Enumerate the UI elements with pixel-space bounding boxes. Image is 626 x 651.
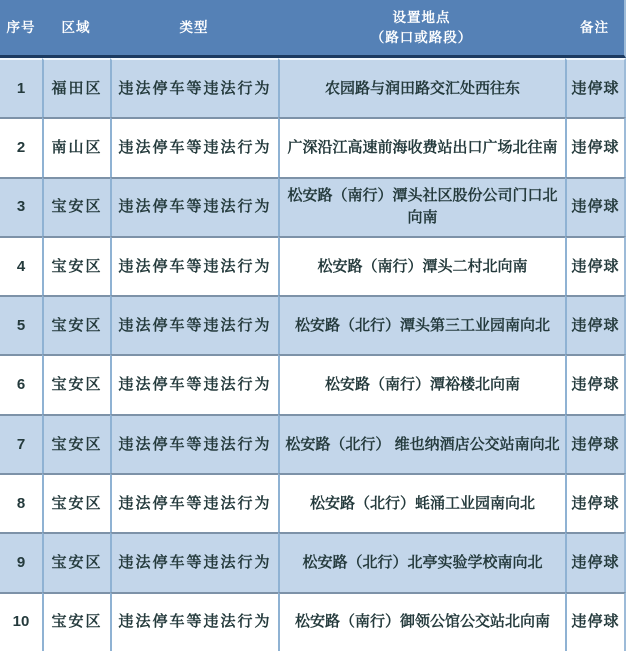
cell-district: 南山区 [42,117,110,176]
col-header-type: 类型 [110,0,278,58]
table-row [0,295,626,354]
cell-district: 宝安区 [42,295,110,354]
cell-type: 违法停车等违法行为 [110,473,278,532]
col-header-district: 区域 [42,0,110,58]
table-row [0,177,626,236]
table-row [0,592,626,651]
cell-district: 福田区 [42,58,110,117]
cell-location: 农园路与润田路交汇处西往东 [278,58,565,117]
cell-location: 松安路（北行）潭头第三工业园南向北 [278,295,565,354]
cell-index: 9 [0,532,42,591]
cell-type: 违法停车等违法行为 [110,354,278,413]
cell-district: 宝安区 [42,592,110,651]
cell-index: 8 [0,473,42,532]
cell-district: 宝安区 [42,473,110,532]
cell-remark: 违停球 [565,592,626,651]
col-header-location-line1: 设置地点 [392,9,451,25]
cell-type: 违法停车等违法行为 [110,236,278,295]
cell-district: 宝安区 [42,177,110,236]
table-row [0,117,626,176]
cell-location: 松安路（南行）御领公馆公交站北向南 [278,592,565,651]
cell-type: 违法停车等违法行为 [110,58,278,117]
col-header-index: 序号 [0,0,42,58]
table-row [0,354,626,413]
cell-district: 宝安区 [42,236,110,295]
cell-remark: 违停球 [565,117,626,176]
cell-location: 广深沿江高速前海收费站出口广场北往南 [278,117,565,176]
col-header-location [278,0,565,58]
table-row [0,532,626,591]
table-row [0,414,626,473]
cell-remark: 违停球 [565,414,626,473]
cell-district: 宝安区 [42,354,110,413]
cell-index: 6 [0,354,42,413]
table-row [0,58,626,117]
cell-type: 违法停车等违法行为 [110,117,278,176]
cell-index: 10 [0,592,42,651]
cell-type: 违法停车等违法行为 [110,177,278,236]
cell-type: 违法停车等违法行为 [110,414,278,473]
table-row [0,236,626,295]
col-header-location-line2: （路口或路段） [370,29,473,45]
table-row [0,473,626,532]
cell-location: 松安路（北行） 维也纳酒店公交站南向北 [278,414,565,473]
cell-type: 违法停车等违法行为 [110,532,278,591]
cell-remark: 违停球 [565,58,626,117]
cell-district: 宝安区 [42,532,110,591]
cell-location: 松安路（北行）蚝涌工业园南向北 [278,473,565,532]
cell-type: 违法停车等违法行为 [110,592,278,651]
cell-remark: 违停球 [565,532,626,591]
cell-index: 5 [0,295,42,354]
cell-remark: 违停球 [565,354,626,413]
cell-location: 松安路（南行）潭头社区股份公司门口北向南 [278,177,565,236]
cell-remark: 违停球 [565,177,626,236]
cell-index: 1 [0,58,42,117]
cell-index: 4 [0,236,42,295]
cell-index: 2 [0,117,42,176]
header-row [0,0,626,58]
cell-location: 松安路（南行）潭裕楼北向南 [278,354,565,413]
cell-type: 违法停车等违法行为 [110,295,278,354]
cell-remark: 违停球 [565,473,626,532]
cell-remark: 违停球 [565,236,626,295]
cell-location: 松安路（北行）北亭实验学校南向北 [278,532,565,591]
cell-remark: 违停球 [565,295,626,354]
col-header-remark: 备注 [565,0,626,58]
cell-index: 7 [0,414,42,473]
cell-location: 松安路（南行）潭头二村北向南 [278,236,565,295]
cell-district: 宝安区 [42,414,110,473]
cell-index: 3 [0,177,42,236]
